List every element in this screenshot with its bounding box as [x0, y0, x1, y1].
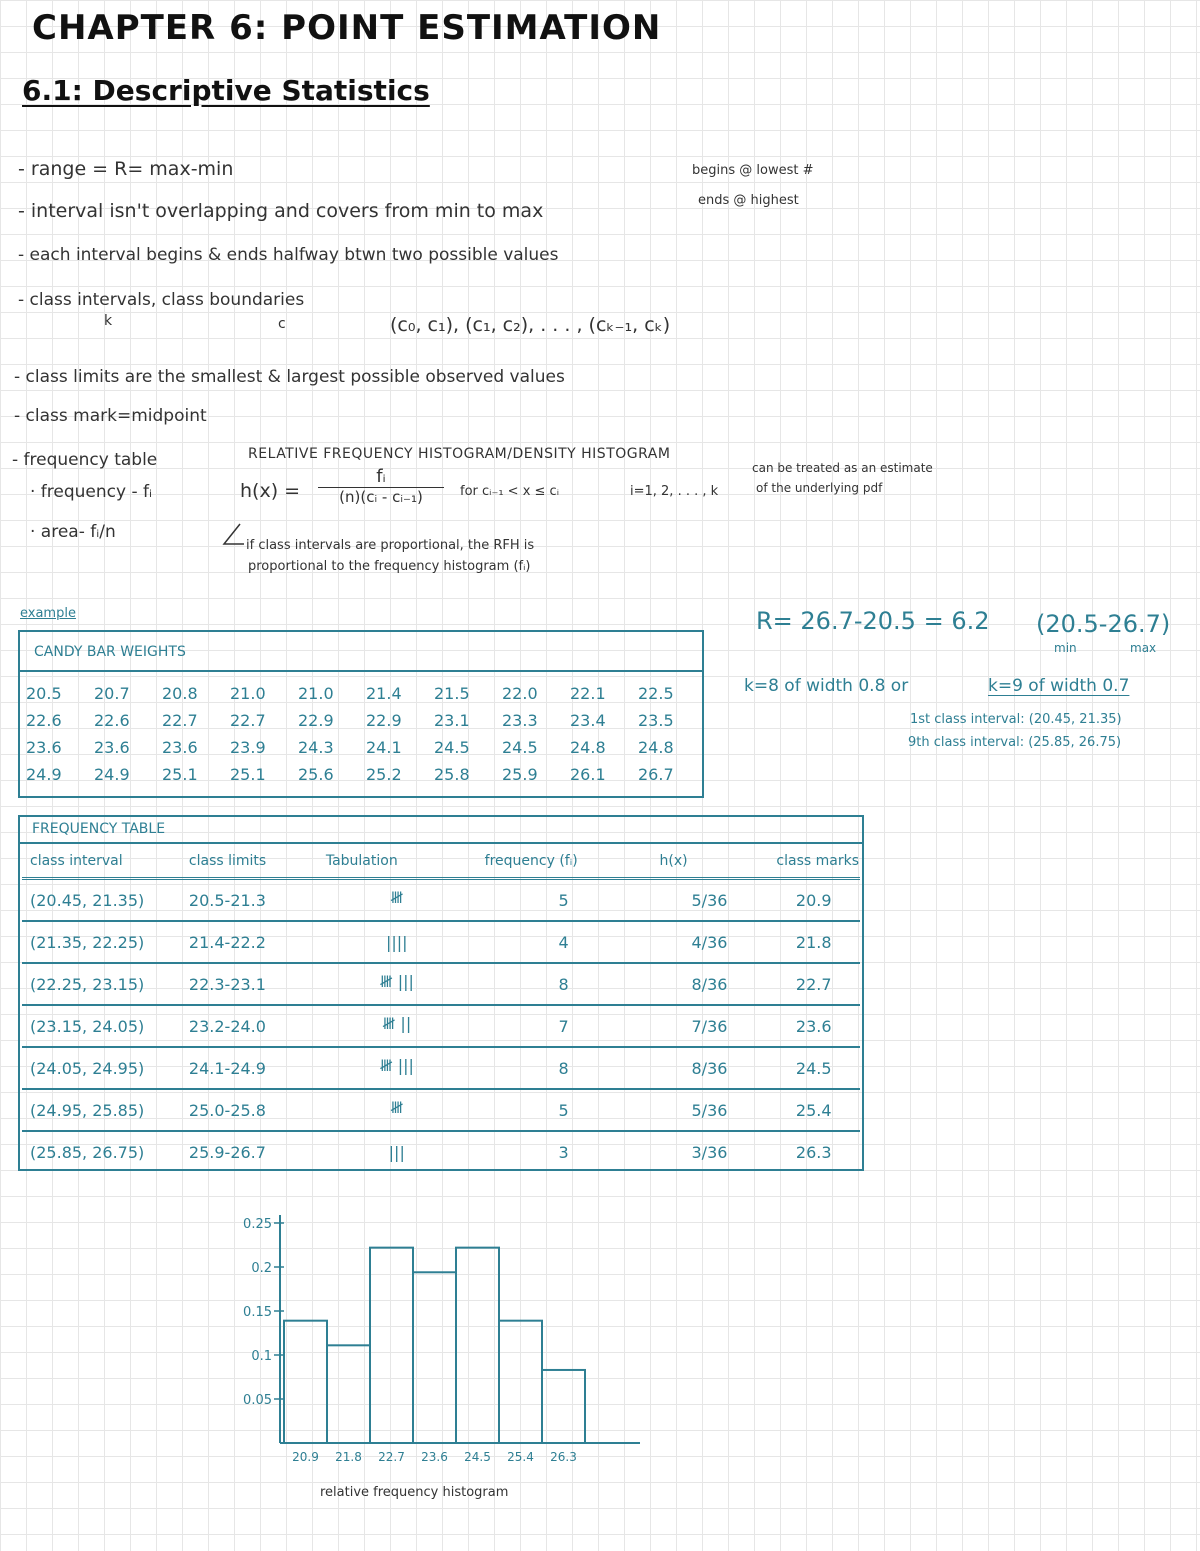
- histogram-bar: [542, 1370, 585, 1443]
- candy-weight: 23.6: [94, 738, 130, 757]
- header-class-marks: class marks: [768, 845, 860, 879]
- candy-weight: 25.1: [230, 765, 266, 784]
- candy-weight: 23.1: [434, 711, 470, 730]
- cell-class-limits: 22.3-23.1: [181, 963, 318, 1005]
- candy-table-divider: [20, 670, 702, 672]
- candy-weight: 23.6: [162, 738, 198, 757]
- table-row: [22, 921, 860, 963]
- candy-weight: 20.8: [162, 684, 198, 703]
- candy-weight: 22.7: [230, 711, 266, 730]
- table-row: [22, 1047, 860, 1089]
- candy-weight: 21.0: [298, 684, 334, 703]
- hx-label: h(x) =: [240, 480, 301, 502]
- cell-class-mark: 21.8: [768, 921, 860, 963]
- candy-weight: 20.5: [26, 684, 62, 703]
- cell-hx: 4/36: [652, 921, 769, 963]
- cell-hx: 7/36: [652, 1005, 769, 1047]
- hx-denominator: (n)(cᵢ - cᵢ₋₁): [339, 488, 423, 506]
- candy-weight: 21.5: [434, 684, 470, 703]
- header-class-interval: class interval: [22, 845, 181, 879]
- histogram-bar: [327, 1345, 370, 1443]
- cell-frequency: 5: [477, 879, 652, 922]
- header-frequency: frequency (fᵢ): [477, 845, 652, 879]
- hx-fraction: [318, 466, 444, 506]
- cell-hx: 5/36: [652, 879, 769, 922]
- section-title: 6.1: Descriptive Statistics: [22, 74, 430, 107]
- x-tick-label: 24.5: [464, 1450, 491, 1464]
- candy-weight: 24.1: [366, 738, 402, 757]
- cell-tabulation: 𝍸 |||: [318, 1047, 477, 1089]
- rfh-title: RELATIVE FREQUENCY HISTOGRAM/DENSITY HISTOGRAM: [248, 446, 671, 462]
- first-interval: 1st class interval: (20.45, 21.35): [910, 712, 1122, 727]
- hx-numerator: fᵢ: [318, 466, 444, 488]
- ninth-interval: 9th class interval: (25.85, 26.75): [908, 735, 1122, 750]
- histogram-bar: [370, 1248, 413, 1443]
- y-tick-label: 0.1: [251, 1349, 272, 1364]
- note-freq-table: - frequency table: [12, 450, 158, 470]
- min-label: min: [1054, 641, 1077, 655]
- note-frequency-fi: · frequency - fᵢ: [30, 482, 153, 502]
- cell-frequency: 4: [477, 921, 652, 963]
- x-tick-label: 26.3: [550, 1450, 577, 1464]
- hook-arrow-icon: [218, 522, 248, 550]
- candy-weight: 23.6: [26, 738, 62, 757]
- chapter-title: CHAPTER 6: POINT ESTIMATION: [32, 8, 662, 48]
- hx-index-range: i=1, 2, . . . , k: [630, 484, 719, 499]
- example-label: example: [20, 606, 76, 621]
- cell-class-mark: 24.5: [768, 1047, 860, 1089]
- frequency-table-title: FREQUENCY TABLE: [32, 821, 166, 837]
- note-interval: - interval isn't overlapping and covers from min to max: [18, 200, 544, 222]
- range-calc: R= 26.7-20.5 = 6.2: [756, 607, 990, 635]
- cell-class-limits: 25.9-26.7: [188, 1142, 266, 1162]
- cell-class-limits: 24.1-24.9: [181, 1047, 318, 1089]
- cell-tabulation: 𝍸: [318, 879, 477, 922]
- candy-weight: 24.9: [26, 765, 62, 784]
- cell-hx: 3/36: [691, 1142, 728, 1162]
- table-row: [22, 1089, 860, 1131]
- candy-weight: 23.5: [638, 711, 674, 730]
- candy-weight: 22.6: [94, 711, 130, 730]
- header-tabulation: Tabulation: [318, 845, 477, 879]
- header-class-limits: class limits: [181, 845, 318, 879]
- cell-frequency: 8: [477, 1047, 652, 1089]
- x-tick-label: 22.7: [378, 1450, 405, 1464]
- c-symbol: c: [278, 316, 286, 332]
- frequency-table: [18, 815, 864, 1171]
- class-tuple: (c₀, c₁), (c₁, c₂), . . . , (cₖ₋₁, cₖ): [390, 314, 671, 336]
- candy-weight: 26.7: [638, 765, 674, 784]
- candy-weight: 23.3: [502, 711, 538, 730]
- cell-class-interval: (23.15, 24.05): [22, 1005, 181, 1047]
- note-range: - range = R= max-min: [18, 158, 234, 180]
- candy-weight: 25.1: [162, 765, 198, 784]
- candy-weight: 22.6: [26, 711, 62, 730]
- cell-tabulation: 𝍸 ||: [318, 1005, 477, 1047]
- candy-weight: 25.6: [298, 765, 334, 784]
- x-tick-label: 21.8: [335, 1450, 362, 1464]
- frequency-table-divider: [20, 842, 862, 844]
- candy-weight: 21.0: [230, 684, 266, 703]
- relative-frequency-histogram: [220, 1205, 640, 1525]
- cell-class-limits: 23.2-24.0: [181, 1005, 318, 1047]
- candy-weight: 22.5: [638, 684, 674, 703]
- y-tick-label: 0.05: [243, 1393, 272, 1408]
- cell-class-limits: 20.5-21.3: [181, 879, 318, 922]
- candy-weight: 22.0: [502, 684, 538, 703]
- cell-class-interval: (24.05, 24.95): [22, 1047, 181, 1089]
- candy-weight: 25.9: [502, 765, 538, 784]
- candy-weight: 20.7: [94, 684, 130, 703]
- candy-weight: 26.1: [570, 765, 606, 784]
- note-class-intervals: - class intervals, class boundaries: [18, 290, 305, 310]
- table-row: [22, 879, 860, 922]
- note-ends: ends @ highest: [698, 193, 799, 208]
- note-class-mark: - class mark=midpoint: [14, 406, 207, 426]
- candy-weight: 24.5: [502, 738, 538, 757]
- candy-weight: 24.9: [94, 765, 130, 784]
- cell-frequency: 7: [477, 1005, 652, 1047]
- candy-weight: 21.4: [366, 684, 402, 703]
- cell-class-mark: 22.7: [768, 963, 860, 1005]
- candy-weight: 24.8: [638, 738, 674, 757]
- candy-weight: 22.7: [162, 711, 198, 730]
- cell-frequency: 3: [558, 1142, 569, 1162]
- y-tick-label: 0.25: [243, 1217, 272, 1232]
- cell-tabulation: ||||: [318, 921, 477, 963]
- proportional-note-1: if class intervals are proportional, the RFH is: [246, 538, 535, 553]
- cell-class-limits: 25.0-25.8: [181, 1089, 318, 1131]
- candy-row: [22, 680, 702, 707]
- note-area: · area- fᵢ/n: [30, 522, 116, 542]
- histogram-bar: [413, 1272, 456, 1443]
- note-class-limits: - class limits are the smallest & largest possible observed values: [14, 367, 565, 387]
- candy-weight: 23.4: [570, 711, 606, 730]
- x-tick-label: 25.4: [507, 1450, 534, 1464]
- cell-frequency: 5: [477, 1089, 652, 1131]
- cell-tabulation: |||: [388, 1142, 405, 1162]
- candy-weight: 24.8: [570, 738, 606, 757]
- cell-tabulation: 𝍸: [318, 1089, 477, 1131]
- cell-class-mark: 26.3: [795, 1142, 832, 1162]
- cell-class-interval: (22.25, 23.15): [22, 963, 181, 1005]
- candy-values: [22, 680, 702, 788]
- proportional-note-2: proportional to the frequency histogram (fᵢ): [248, 559, 531, 574]
- k-line-b: k=9 of width 0.7: [988, 676, 1130, 696]
- candy-table-title: CANDY BAR WEIGHTS: [34, 644, 186, 660]
- cell-class-mark: 25.4: [768, 1089, 860, 1131]
- cell-tabulation: 𝍸 |||: [318, 963, 477, 1005]
- candy-weight: 22.9: [298, 711, 334, 730]
- cell-class-interval: (25.85, 26.75): [30, 1142, 145, 1162]
- candy-table: [18, 630, 704, 798]
- candy-row: [22, 761, 702, 788]
- cell-hx: 8/36: [652, 963, 769, 1005]
- candy-weight: 25.2: [366, 765, 402, 784]
- note-begins: begins @ lowest #: [692, 163, 814, 178]
- frequency-header-row: [22, 845, 860, 879]
- cell-class-interval: (24.95, 25.85): [22, 1089, 181, 1131]
- candy-weight: 24.3: [298, 738, 334, 757]
- y-tick-label: 0.15: [243, 1305, 272, 1320]
- candy-weight: 25.8: [434, 765, 470, 784]
- max-label: max: [1130, 641, 1157, 655]
- candy-row: [22, 707, 702, 734]
- hx-condition: for cᵢ₋₁ < x ≤ cᵢ: [460, 484, 560, 499]
- k-line-a: k=8 of width 0.8 or: [744, 676, 909, 696]
- table-row: [22, 963, 860, 1005]
- table-row: [22, 1131, 860, 1172]
- cell-class-interval: (20.45, 21.35): [22, 879, 181, 922]
- candy-weight: 22.9: [366, 711, 402, 730]
- range-paren: (20.5-26.7): [1036, 610, 1171, 638]
- header-hx: h(x): [652, 845, 769, 879]
- y-tick-label: 0.2: [251, 1261, 272, 1276]
- cell-class-interval: (21.35, 22.25): [22, 921, 181, 963]
- candy-weight: 24.5: [434, 738, 470, 757]
- cell-class-mark: 23.6: [768, 1005, 860, 1047]
- table-row: [22, 1005, 860, 1047]
- candy-weight: 23.9: [230, 738, 266, 757]
- cell-class-mark: 20.9: [768, 879, 860, 922]
- estimate-note-2: of the underlying pdf: [756, 481, 883, 495]
- cell-hx: 5/36: [652, 1089, 769, 1131]
- cell-frequency: 8: [477, 963, 652, 1005]
- note-each-interval: - each interval begins & ends halfway btwn two possible values: [18, 245, 559, 265]
- frequency-grid: [22, 845, 860, 1172]
- arrow-k-label: k: [104, 313, 113, 329]
- histogram-caption: relative frequency histogram: [320, 1485, 509, 1500]
- x-tick-label: 20.9: [292, 1450, 319, 1464]
- candy-weight: 22.1: [570, 684, 606, 703]
- candy-row: [22, 734, 702, 761]
- histogram-bar: [499, 1321, 542, 1443]
- histogram-bar: [456, 1248, 499, 1443]
- histogram-bar: [284, 1321, 327, 1443]
- cell-hx: 8/36: [652, 1047, 769, 1089]
- cell-class-limits: 21.4-22.2: [181, 921, 318, 963]
- estimate-note-1: can be treated as an estimate: [752, 461, 933, 475]
- x-tick-label: 23.6: [421, 1450, 448, 1464]
